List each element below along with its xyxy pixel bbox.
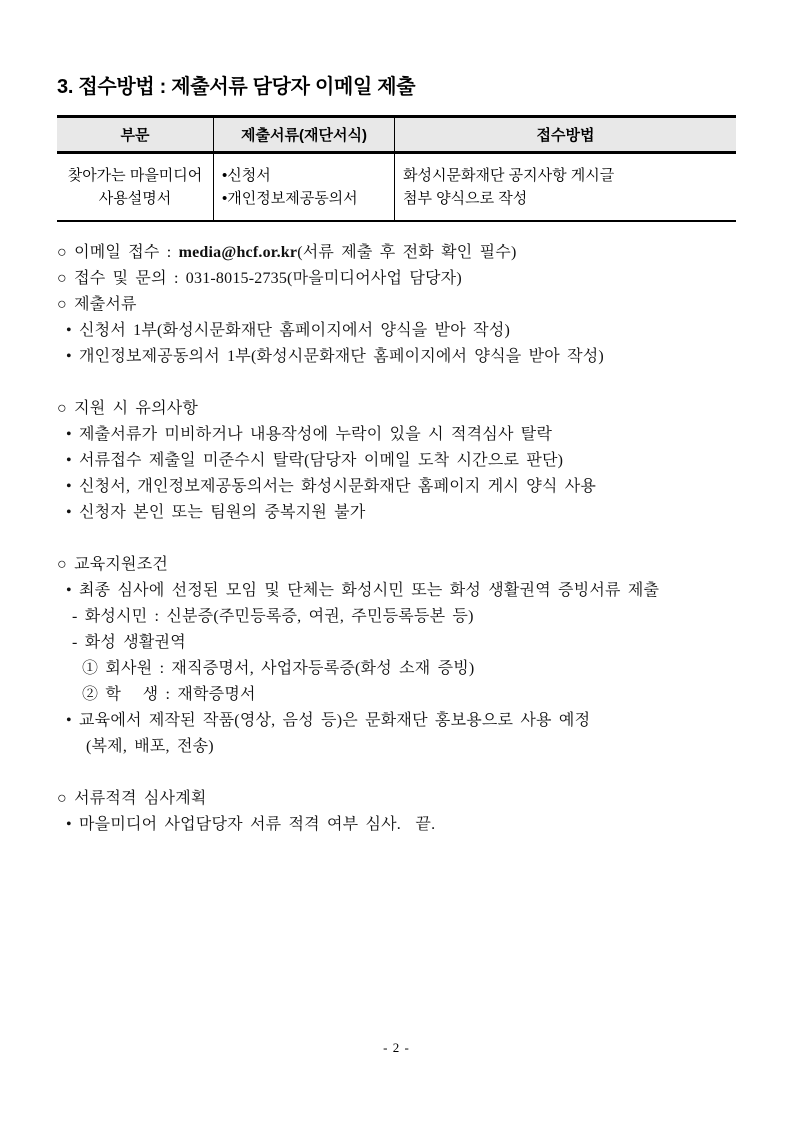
cell-category [57,153,214,222]
email-prefix: ○ 이메일 접수 : [57,244,179,261]
cell-documents [214,153,395,222]
section-spacer [57,760,736,786]
category-line: 사용설명서 [98,190,172,207]
heading-notes: ○ 지원 시 유의사항 [57,400,199,417]
section-spacer [57,370,736,396]
notes-item: • 서류접수 제출일 미준수시 탈락(담당자 이메일 도착 시간으로 판단) [66,452,564,469]
review-item: • 마을미디어 사업담당자 서류 적격 여부 심사. 끝. [66,816,436,833]
cell-method [395,153,737,222]
conditions-sub-item: - 화성 생활권역 [72,634,186,651]
method-line: 화성시문화재단 공지사항 게시글 [403,167,615,184]
conditions-usage-item: • 교육에서 제작된 작품(영상, 음성 등)은 문화재단 홍보용으로 사용 예정 [66,712,591,729]
category-line: 찾아가는 마을미디어 [67,167,203,184]
conditions-sub-item: - 화성시민 : 신분증(주민등록증, 여권, 주민등록등본 등) [72,608,474,625]
document-item: •개인정보제공동의서 [222,190,358,207]
notes-item: • 신청서, 개인정보제공동의서는 화성시문화재단 홈페이지 게시 양식 사용 [66,478,597,495]
email-suffix: (서류 제출 후 전화 확인 필수) [297,244,517,261]
submission-item: • 개인정보제공동의서 1부(화성시문화재단 홈페이지에서 양식을 받아 작성) [66,348,604,365]
heading-submission: ○ 제출서류 [57,296,137,313]
submission-item: • 신청서 1부(화성시문화재단 홈페이지에서 양식을 받아 작성) [66,322,511,339]
heading-review: ○ 서류적격 심사계획 [57,790,207,807]
heading-conditions: ○ 교육지원조건 [57,556,169,573]
email-address: media@hcf.or.kr [178,244,298,261]
section-spacer [57,526,736,552]
table-row [57,153,736,222]
table-header-category: 부문 [57,117,214,153]
conditions-main-item: • 최종 심사에 선정된 모임 및 단체는 화성시민 또는 화성 생활권역 증빙서류 제출 [66,582,660,599]
page-number: - 2 - [383,1040,410,1055]
page-title: 3. 접수방법 : 제출서류 담당자 이메일 제출 [57,76,416,98]
conditions-usage-continuation: (복제, 배포, 전송) [86,738,214,755]
table-header-row [57,117,736,153]
notes-item: • 신청자 본인 또는 팀원의 중복지원 불가 [66,504,366,521]
table-header-method: 접수방법 [395,117,737,153]
method-line: 첨부 양식으로 작성 [403,190,528,207]
table-header-documents: 제출서류(재단서식) [214,117,395,153]
line-email [57,240,736,266]
notes-item: • 제출서류가 미비하거나 내용작성에 누락이 있을 시 적격심사 탈락 [66,426,553,443]
conditions-numbered-item: ② 학 생 : 재학증명서 [82,686,256,703]
document-body [57,240,736,838]
line-contact: ○ 접수 및 문의 : 031-8015-2735(마을미디어사업 담당자) [57,270,462,287]
conditions-numbered-item: ① 회사원 : 재직증명서, 사업자등록증(화성 소재 증빙) [82,660,475,677]
document-item: •신청서 [222,167,271,184]
submission-table [57,115,736,222]
